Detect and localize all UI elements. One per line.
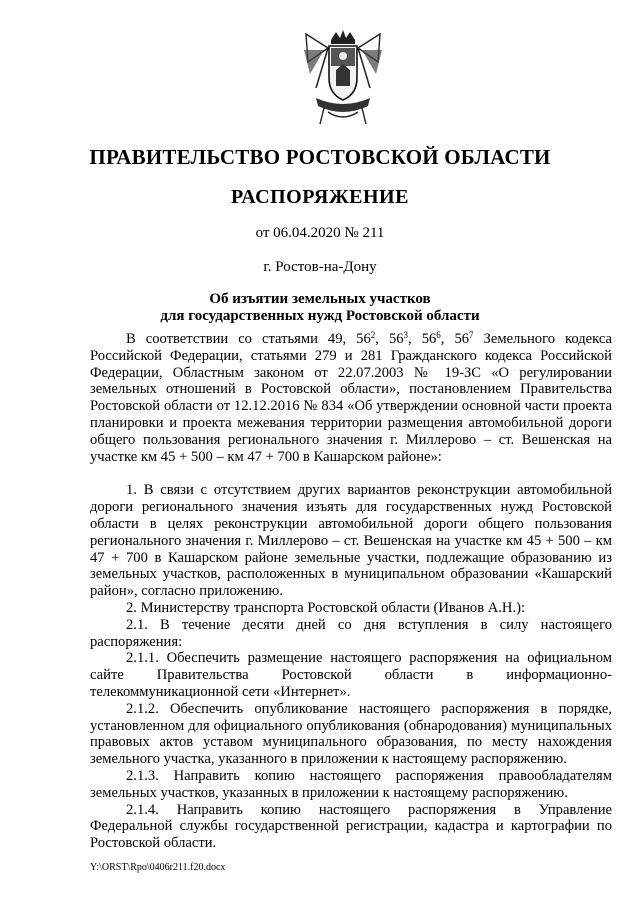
- paragraph-2-1-2: 2.1.2. Обеспечить опубликование настоящего распоряжения в порядке, установленном для официального опубликования (обнародования) муниципальных правовых актов уставом муниципального образования, по месту нахождения земельного участка, указанного в приложении к настоящему распоряжению.: [90, 700, 612, 768]
- preamble-sup-1: 2: [370, 330, 376, 340]
- subject-line-1: Об изъятии земельных участков: [209, 291, 431, 307]
- government-title: ПРАВИТЕЛЬСТВО РОСТОВСКОЙ ОБЛАСТИ: [89, 145, 551, 169]
- paragraph-2-1-3: 2.1.3. Направить копию настоящего распоряжения правообладателям земельных участков, указанных в приложении к настоящему распоряжению.: [90, 767, 612, 801]
- paragraph-2: 2. Министерству транспорта Ростовской области (Иванов А.Н.):: [126, 599, 526, 616]
- preamble-text-c: , 56: [408, 331, 437, 347]
- preamble-text-b: , 56: [375, 331, 404, 347]
- paragraph-1: 1. В связи с отсутствием других вариантов реконструкции автомобильной дороги регионального значения изъять для государственных нужд Ростовской области в целях реконструкции автомобильной дороги общего пользования регионального значения г. Миллерово – ст. Вешенская на участке км 45 + 500 – км 47 + 700 в Кашарском районе земельные участки, подлежащие образованию из земельных участков, расположенных в муниципальном образовании «Кашарский район», согласно приложению.: [90, 482, 612, 600]
- coat-of-arms-emblem: [298, 28, 388, 128]
- paragraph-2-1-4: 2.1.4. Направить копию настоящего распоряжения в Управление Федеральной службы государственной регистрации, кадастра и картографии по Ростовской области.: [90, 801, 612, 852]
- preamble-sup-3: 6: [436, 330, 441, 340]
- document-body: [90, 331, 612, 852]
- paragraph-2-1-1: 2.1.1. Обеспечить размещение настоящего распоряжения на официальном сайте Правительства Ростовской области в информационно-телекоммуникационной сети «Интернет».: [90, 650, 612, 700]
- document-type-heading: РАСПОРЯЖЕНИЕ: [231, 186, 409, 208]
- preamble-text-a: В соответствии со статьями 49, 56: [126, 331, 371, 347]
- preamble-sup-2: 3: [403, 330, 409, 340]
- subject-line-2: для государственных нужд Ростовской области: [160, 308, 480, 324]
- preamble-text-rest: Земельного кодекса Российской Федерации, статьями 279 и 281 Гражданского кодекса Российской Федерации, Областным законом от 22.07.2003 № 19-ЗС «О регулировании земельных отношений в Ростовской области», постановлением Правительства Ростовской области от 12.12.2016 № 834 «Об утверждении основной части проекта планировки и проекта межевания территории размещения автомобильной дороги общего пользования регионального значения г. Миллерово – ст. Вешенская на участке км 45 + 500 – км 47 + 700 в Кашарском районе»:: [90, 331, 612, 465]
- document-city: г. Ростов-на-Дону: [263, 259, 377, 275]
- preamble-paragraph: [90, 331, 612, 465]
- preamble-sup-4: 7: [469, 330, 474, 340]
- document-date-number: от 06.04.2020 № 211: [255, 225, 385, 241]
- paragraph-2-1: 2.1. В течение десяти дней со дня вступления в силу настоящего распоряжения:: [90, 616, 612, 650]
- file-path-footer: Y:\ORST\Rpo\0406r211.f20.docx: [90, 862, 226, 873]
- preamble-text-d: , 56: [440, 331, 470, 347]
- document-subject: [60, 291, 580, 325]
